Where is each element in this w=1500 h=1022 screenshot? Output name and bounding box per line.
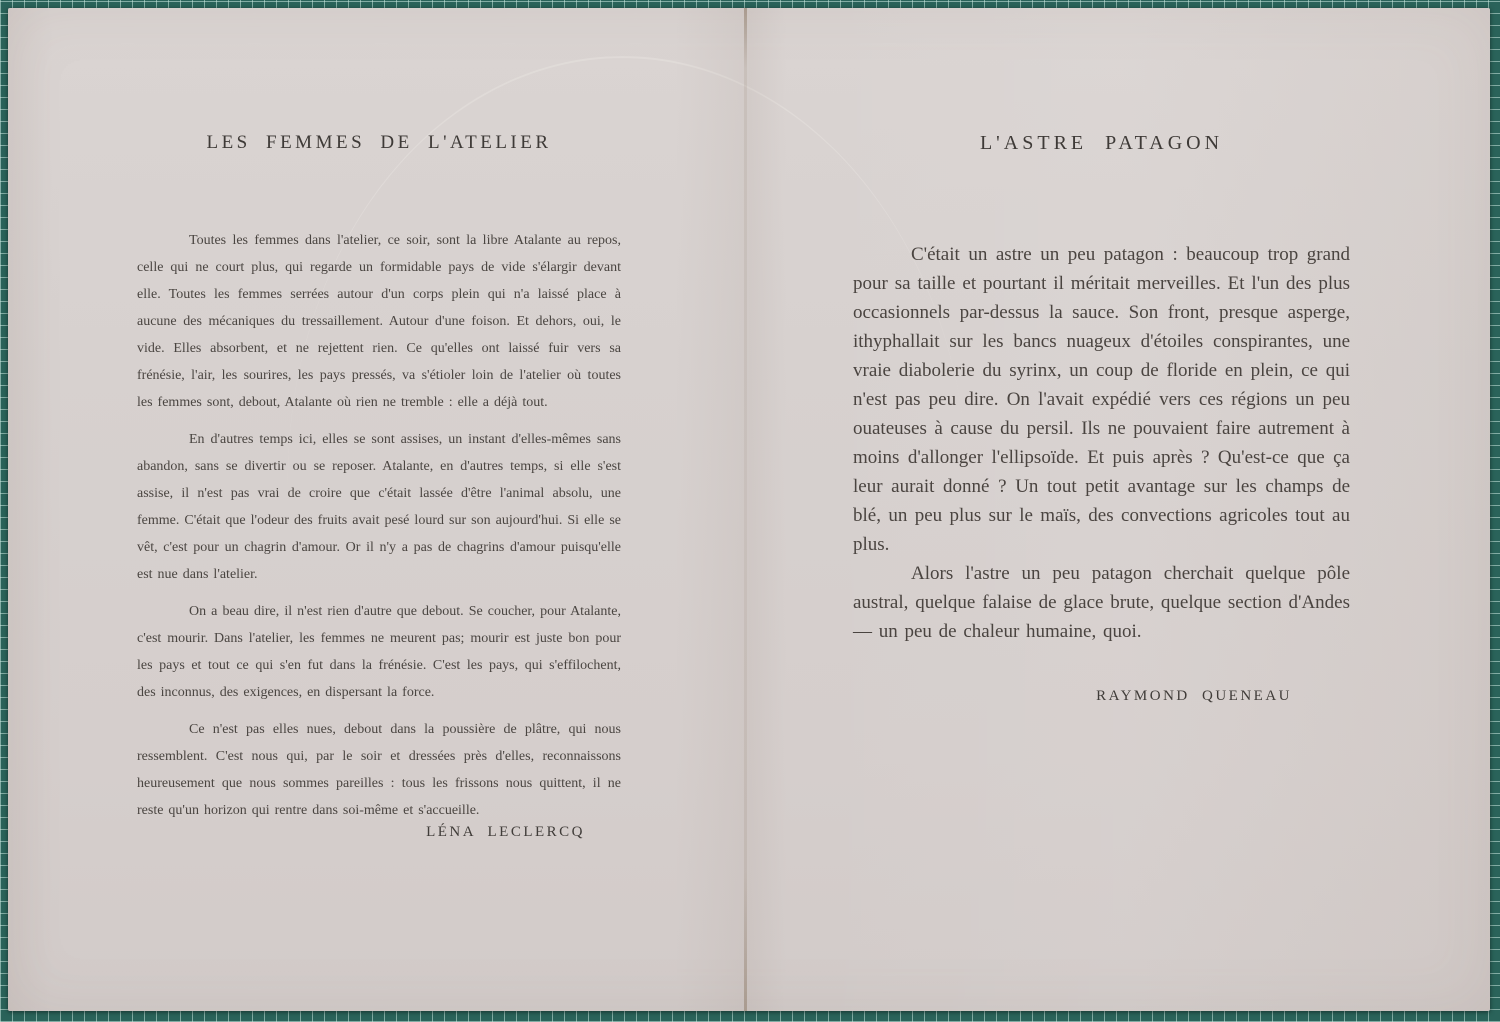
left-paragraph-2: En d'autres temps ici, elles se sont assises, un instant d'elles-mêmes sans abandon, sans se divertir ou se reposer. Atalante, en d'autres temps, si elle s'est assise, il n'est pas vrai de croire que c'était lassée d'être l'animal absolu, une femme. C'était que l'odeur des fruits avait pesé lourd sur son aujourd'hui. Si elle se vêt, c'est pour un chagrin d'amour. Or il n'y a pas de chagrins d'amour puisqu'elle est nue dans l'atelier. (137, 432, 621, 582)
right-page-body (853, 240, 1350, 646)
left-paragraph-3: On a beau dire, il n'est rien d'autre que debout. Se coucher, pour Atalante, c'est mourir. Dans l'atelier, les femmes ne meurent pas; mourir est juste bon pour les pays et tout ce qui s'en fut dans la frénésie. C'est les pays, qui s'effilochent, des inconnus, des exigences, en dispersant la force. (137, 604, 621, 700)
center-fold-crease (744, 8, 747, 1011)
right-paragraph-1: C'était un astre un peu patagon : beaucoup trop grand pour sa taille et pourtant il méritait merveilles. Et l'un des plus occasionnels par-dessus la sauce. Son front, presque asperge, ithyphallait sur les bancs nuageux d'étoiles conspirantes, une vraie diabolerie du syrinx, un coup de floride en plein, ce qui n'est pas peu dire. On l'avait expédié vers ces régions un peu ouateuses à cause du persil. Ils ne pouvaient faire autrement à moins d'allonger l'ellipsoïde. Et puis après ? Qu'est-ce que ça leur aurait donné ? Un tout petit avantage sur les champs de blé, un peu plus sur le maïs, des convections agricoles tout au plus. (853, 244, 1350, 555)
left-paragraph-4: Ce n'est pas elles nues, debout dans la poussière de plâtre, qui nous ressemblent. C'est nous qui, par le soir et dressées près d'elles, reconnaissons heureusement que nous sommes pareilles : tous les frissons nous quittent, il ne reste qu'un horizon qui rentre dans soi-même et s'accueille. (137, 722, 621, 818)
right-page-author: RAYMOND QUENEAU (1096, 688, 1292, 704)
left-page-body (137, 227, 621, 824)
left-page-author: LÉNA LECLERCQ (426, 824, 585, 840)
left-paragraph-1: Toutes les femmes dans l'atelier, ce soir, sont la libre Atalante au repos, celle qui ne court plus, qui regarde un formidable pays de vide s'élargir devant elle. Toutes les femmes serrées autour d'un corps plein qui n'a laissé place à aucune des mécaniques du tressaillement. Autour d'une foison. Et dehors, oui, le vide. Elles absorbent, et ne rejettent rien. Ce qu'elles ont laissé fuir vers sa frénésie, l'air, les sourires, les pays pressés, va s'étioler loin de l'atelier où toutes les femmes sont, debout, Atalante où rien ne tremble : elle a déjà tout. (137, 233, 621, 410)
book-double-page (8, 8, 1490, 1011)
right-page-title: L'ASTRE PATAGON (979, 132, 1224, 154)
left-page-title: LES FEMMES DE L'ATELIER (206, 132, 552, 153)
left-page (8, 8, 749, 1011)
right-page (749, 8, 1490, 1011)
right-paragraph-2: Alors l'astre un peu patagon cherchait quelque pôle austral, quelque falaise de glace brute, quelque section d'Andes — un peu de chaleur humaine, quoi. (853, 563, 1350, 642)
